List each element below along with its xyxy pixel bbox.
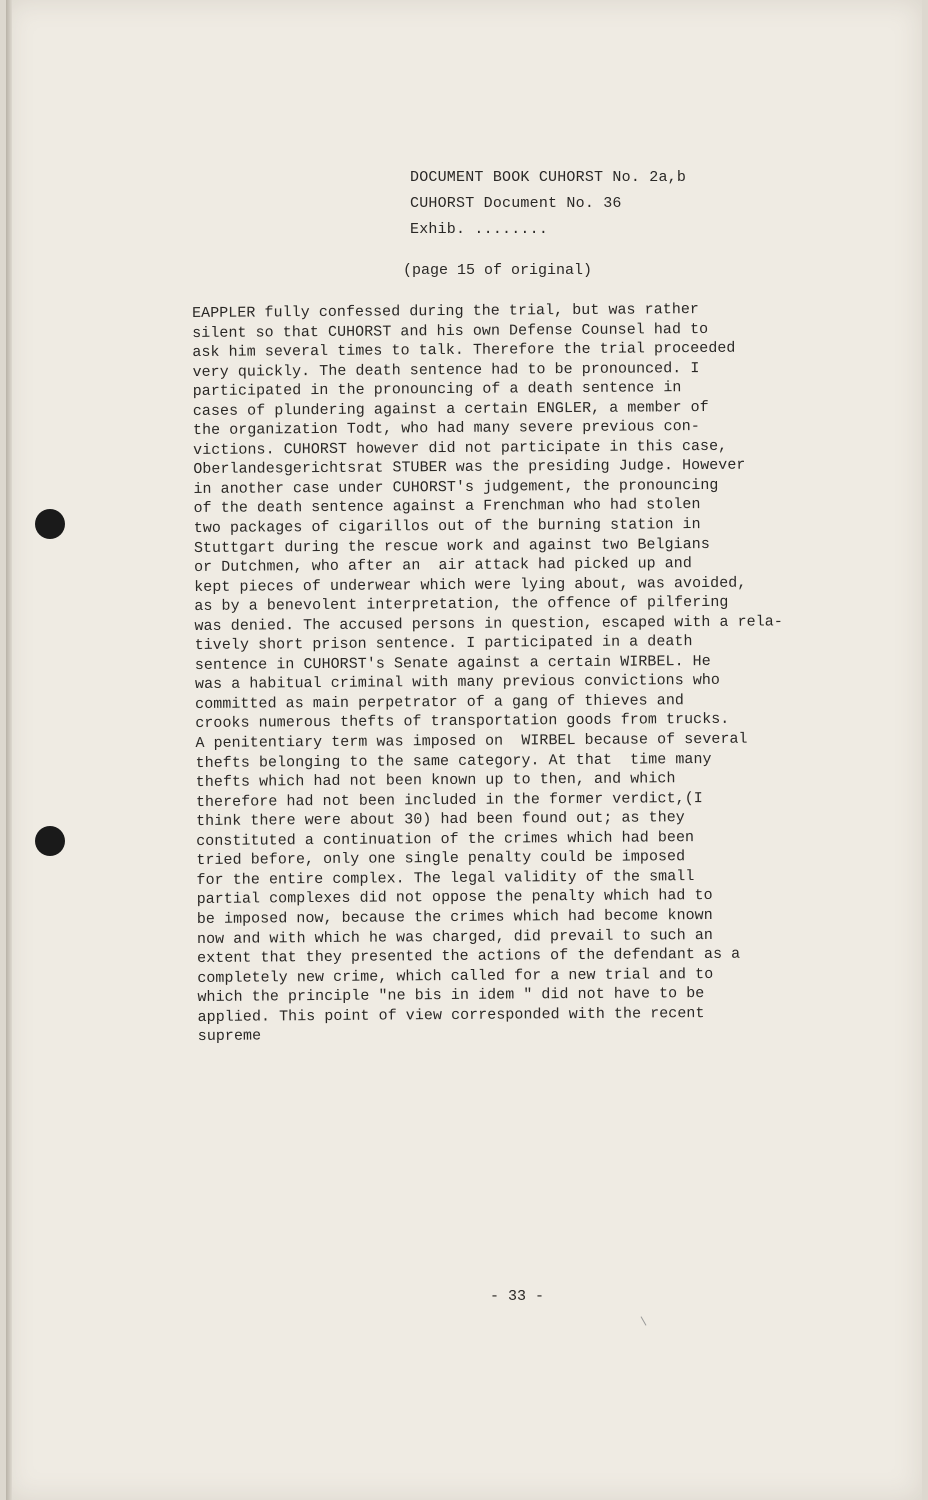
- text-line: thefts which had not been known up to then, and which: [195, 770, 676, 792]
- text-line: partial complexes did not oppose the penalty which had to: [196, 887, 713, 909]
- text-line: completely new crime, which called for a new trial and to: [197, 965, 714, 987]
- text-line: Stuttgart during the rescue work and against two Belgians: [193, 535, 710, 557]
- exhibit-line: Exhib. ........: [410, 221, 549, 238]
- text-line: the organization Todt, who had many severe previous con-: [192, 418, 700, 440]
- text-line: kept pieces of underwear which were lying about, was avoided,: [194, 574, 747, 596]
- text-line: was a habitual criminal with many previous convictions who: [194, 672, 721, 694]
- page-edge-shadow: [6, 0, 12, 1500]
- text-line: cases of plundering against a certain ENGLER, a member of: [192, 398, 709, 420]
- text-line: therefore had not been included in the former verdict,(I: [195, 789, 703, 811]
- body-text: [192, 299, 838, 1047]
- text-line: tried before, only one single penalty could be imposed: [196, 848, 686, 870]
- text-line: of the death sentence against a Frenchman who had stolen: [193, 496, 701, 518]
- text-line: EAPPLER fully confessed during the trial, but was rather: [192, 301, 700, 322]
- document-book-line: DOCUMENT BOOK CUHORST No. 2a,b: [410, 169, 687, 186]
- punch-hole-top: [35, 509, 65, 539]
- text-line: in another case under CUHORST's judgement, the pronouncing: [193, 476, 719, 498]
- text-line: which the principle "ne bis in idem " did not have to be: [197, 985, 705, 1007]
- text-line: constituted a continuation of the crimes which had been: [196, 828, 695, 850]
- text-line: for the entire complex. The legal validity of the small: [196, 867, 695, 889]
- text-line: thefts belonging to the same category. At that time many: [195, 750, 712, 772]
- text-line: participated in the pronouncing of a death sentence in: [192, 379, 682, 401]
- text-line: applied. This point of view corresponded with the recent: [197, 1004, 705, 1026]
- text-line: now and with which he was charged, did prevail to such an: [196, 926, 713, 948]
- text-line: supreme: [197, 1027, 262, 1046]
- text-line: silent so that CUHORST and his own Defense Counsel had to: [192, 320, 709, 342]
- text-line: as by a benevolent interpretation, the offence of pilfering: [194, 593, 729, 616]
- text-line: Oberlandesgerichtsrat STUBER was the presiding Judge. However: [193, 457, 746, 479]
- text-line: A penitentiary term was imposed on WIRBEL because of several: [195, 730, 748, 753]
- punch-hole-bottom: [35, 826, 65, 856]
- text-line: extent that they presented the actions of the defendant as a: [197, 945, 741, 968]
- text-line: think there were about 30) had been found out; as they: [195, 809, 685, 831]
- text-line: or Dutchmen, who after an air attack had picked up and: [194, 555, 692, 577]
- page-reference: (page 15 of original): [403, 262, 593, 279]
- text-line: was denied. The accused persons in question, escaped with a rela-: [194, 613, 783, 635]
- document-number-line: CUHORST Document No. 36: [410, 195, 622, 212]
- text-line: ask him several times to talk. Therefore the trial proceeded: [192, 339, 736, 362]
- text-line: very quickly. The death sentence had to be pronounced. I: [192, 359, 700, 381]
- document-header: [410, 165, 686, 243]
- text-line: be imposed now, because the crimes which had become known: [196, 906, 713, 928]
- text-line: crooks numerous thefts of transportation goods from trucks.: [195, 711, 730, 733]
- text-line: committed as main perpetrator of a gang of thieves and: [195, 692, 684, 713]
- text-line: victions. CUHORST however did not participate in this case,: [193, 437, 728, 459]
- text-line: tively short prison sentence. I participated in a death: [194, 633, 693, 655]
- page-number: - 33 -: [490, 1288, 545, 1305]
- text-line: two packages of cigarillos out of the burning station in: [193, 516, 701, 538]
- text-line: sentence in CUHORST's Senate against a certain WIRBEL. He: [194, 652, 711, 674]
